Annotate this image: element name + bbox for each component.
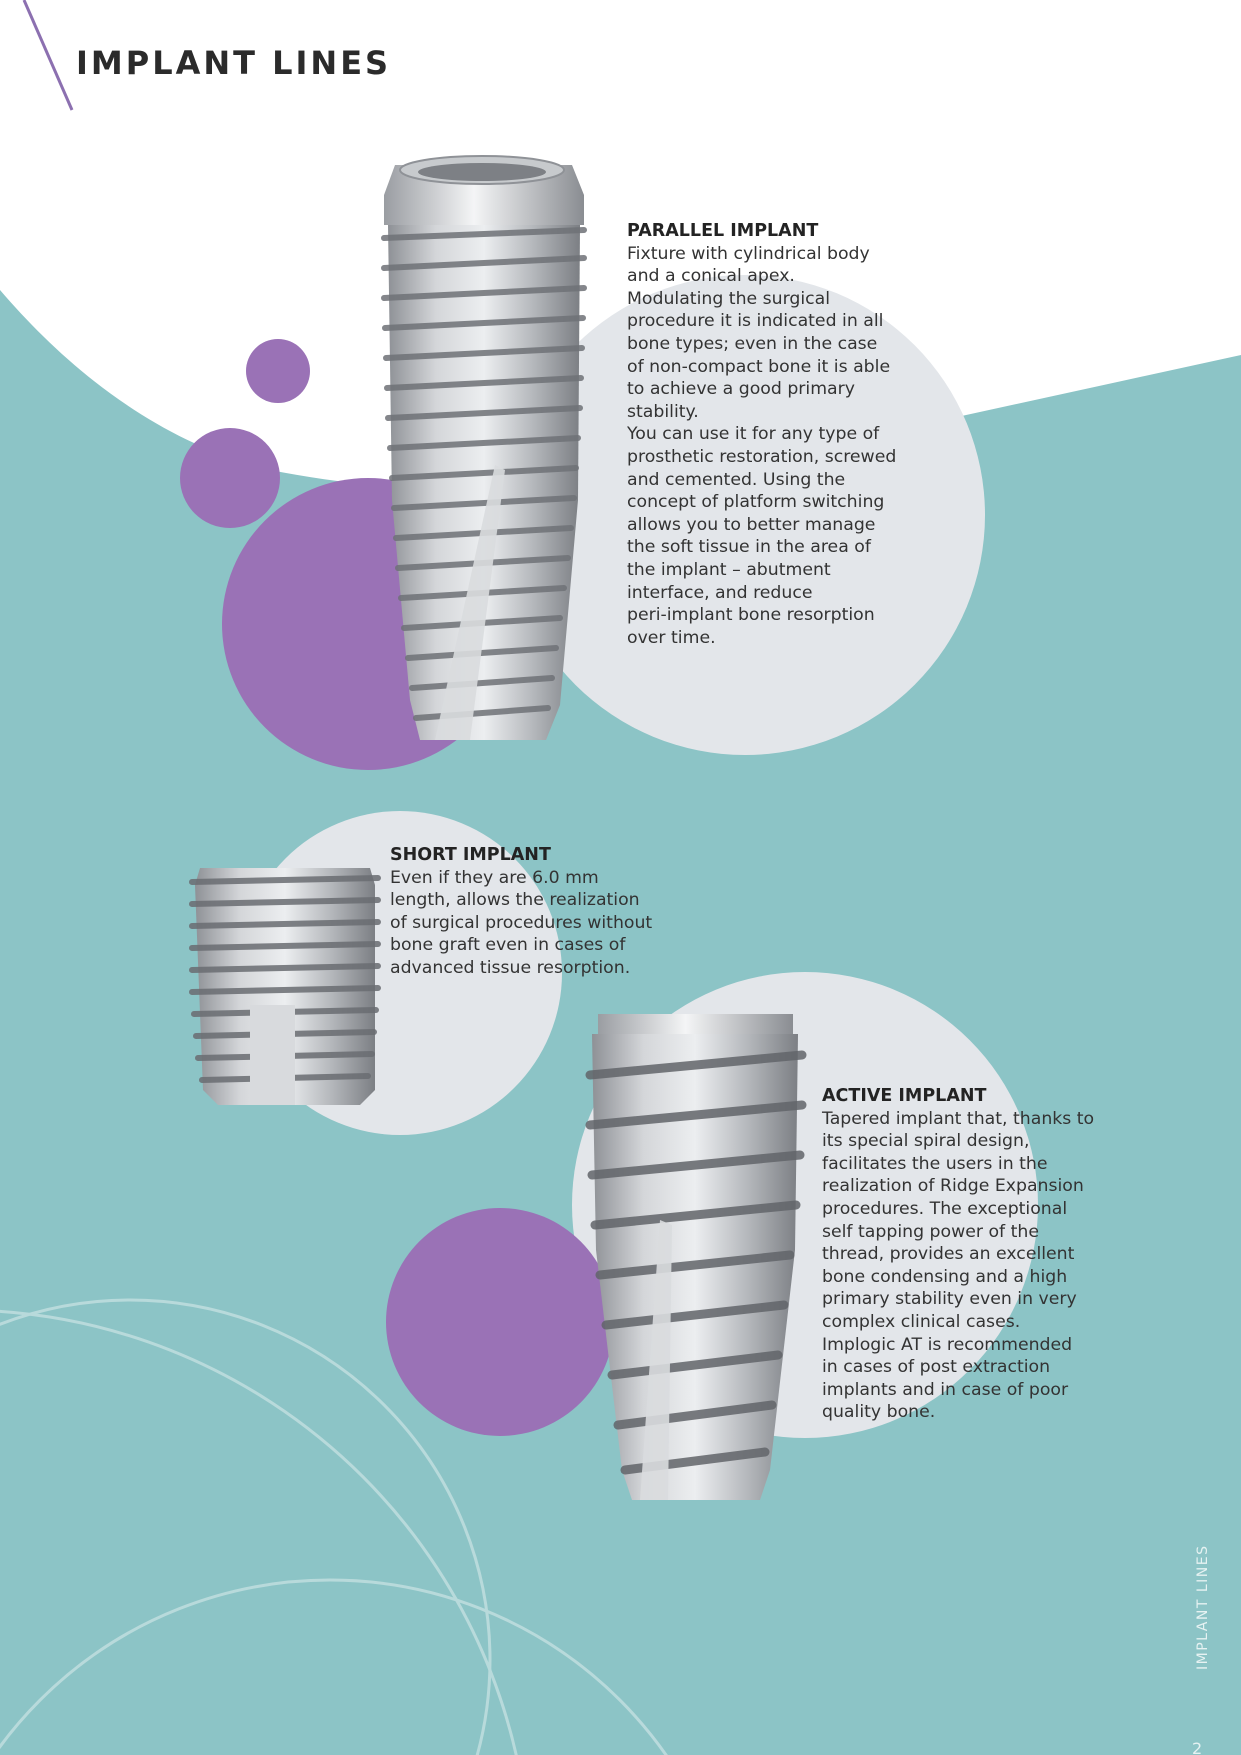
short-implant-image — [192, 868, 378, 1105]
page-number: 2 — [1192, 1739, 1203, 1755]
purple-circle-active — [386, 1208, 614, 1436]
parallel-implant-image — [384, 156, 584, 740]
side-section-label: IMPLANT LINES — [1195, 1544, 1211, 1670]
parallel-implant-body: Fixture with cylindrical body and a conical apex. Modulating the surgical procedure it is indicated in all bone types; even in the case of non-compact bone it is able to achieve a good primary stability. You can use it for any type of prosthetic restoration, screwed and cemented. Using the concept of platform switching allows you to better manage the soft tissue in the area of the implant – abutment interface, and reduce peri-implant bone resorption over time. — [627, 243, 897, 648]
short-implant-body: Even if they are 6.0 mm length, allows the realization of surgical procedures without bone graft even in cases of advanced tissue resorption. — [390, 867, 653, 978]
active-implant-image — [590, 1014, 802, 1500]
purple-dot-medium — [180, 428, 280, 528]
purple-dot-small — [246, 339, 310, 403]
parallel-implant-text — [627, 220, 917, 649]
active-implant-body: Tapered implant that, thanks to its special spiral design, facilitates the users in the realization of Ridge Expansion procedures. The exceptional self tapping power of the thread, provides an excellent bone condensing and a high primary stability even in very complex clinical cases. Implogic AT is recommended in cases of post extraction implants and in case of poor quality bone. — [822, 1108, 1095, 1423]
short-implant-text — [390, 844, 690, 980]
page-title: IMPLANT LINES — [76, 44, 392, 82]
active-implant-text — [822, 1085, 1112, 1424]
short-implant-heading: SHORT IMPLANT — [390, 845, 551, 865]
parallel-implant-heading: PARALLEL IMPLANT — [627, 221, 819, 241]
active-implant-heading: ACTIVE IMPLANT — [822, 1086, 987, 1106]
